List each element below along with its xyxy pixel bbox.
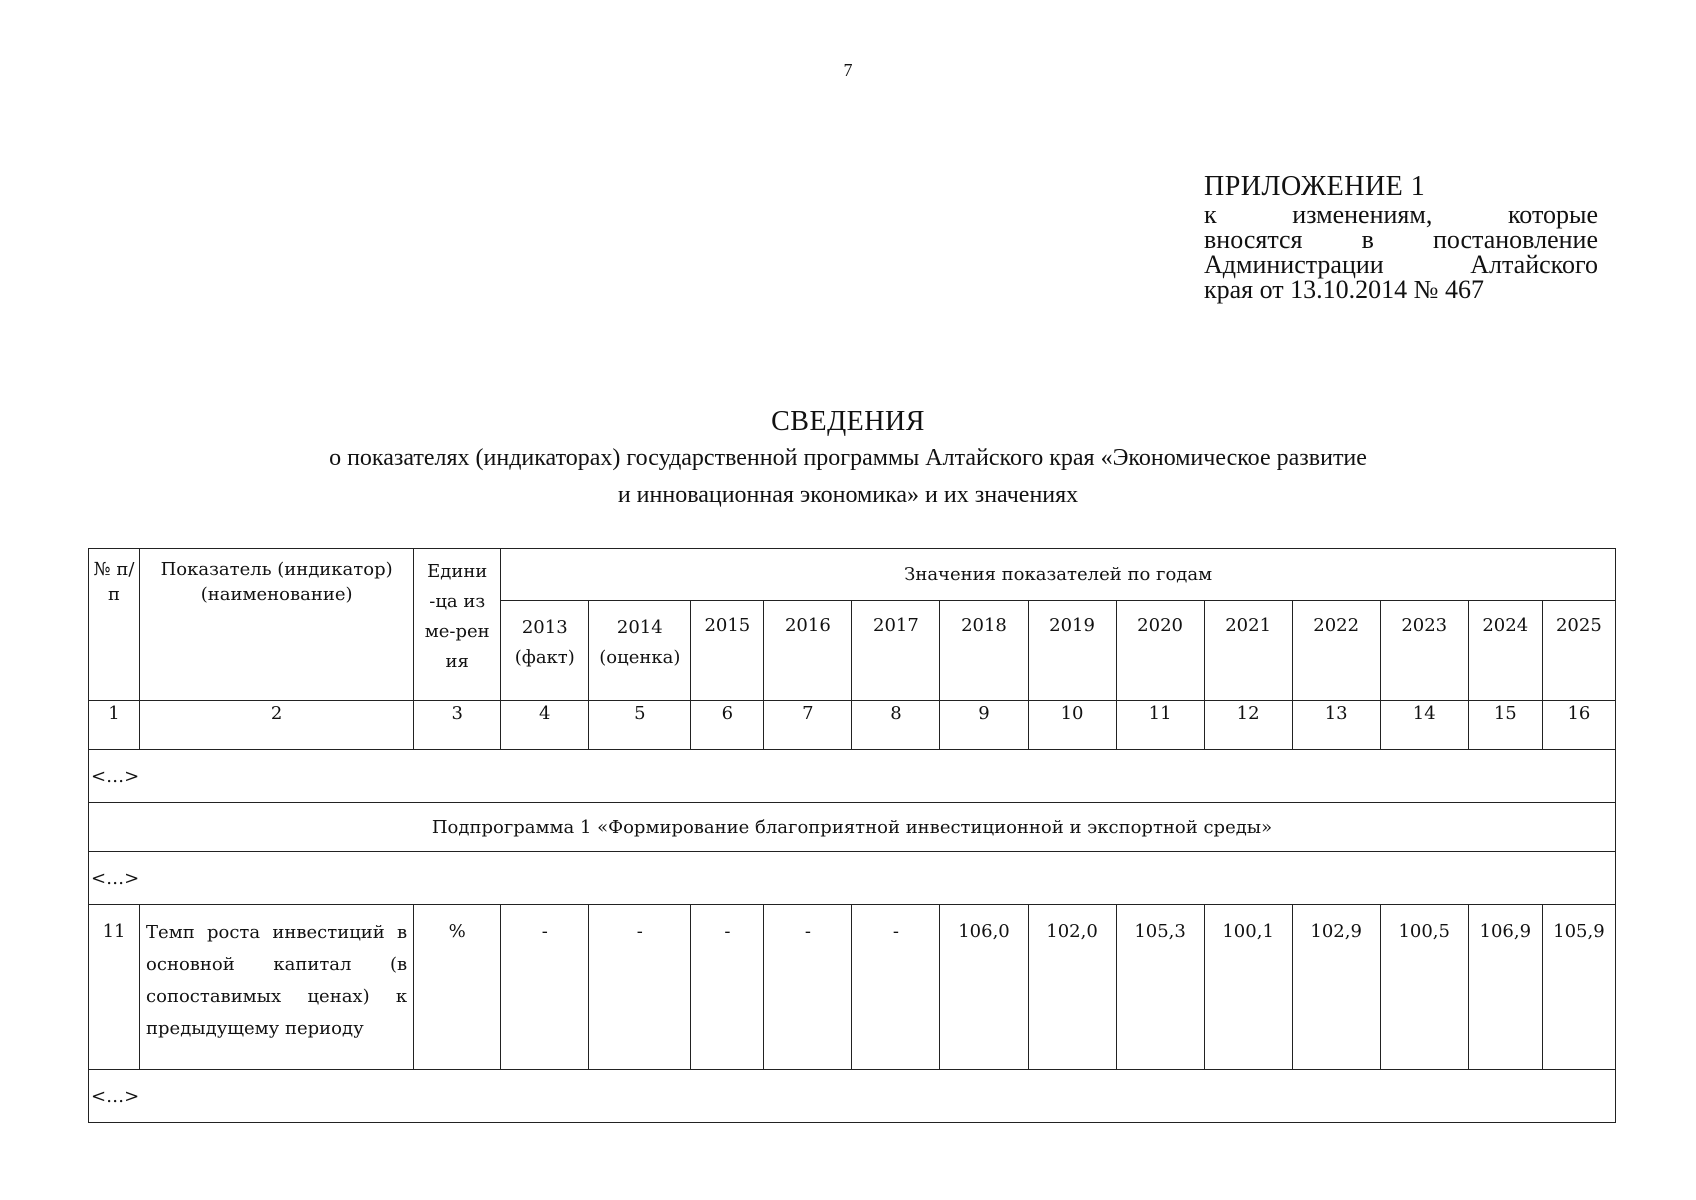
appendix-block [1204,172,1598,302]
appendix-title: ПРИЛОЖЕНИЕ 1 [1204,171,1426,202]
value-cell: 102,0 [1028,905,1116,1070]
column-number: 14 [1380,701,1468,750]
value-cell: 100,5 [1380,905,1468,1070]
column-number: 10 [1028,701,1116,750]
indicator-name: Темп роста инвестиций в основной капитал (в сопоставимых ценах) к предыдущему периоду [140,905,414,1070]
appendix-line: края от 13.10.2014 № 467 [1204,275,1484,304]
value-cell: 106,9 [1468,905,1542,1070]
ellipsis-row [89,750,1616,803]
column-number: 3 [414,701,501,750]
column-number: 2 [140,701,414,750]
document-subtitle: о показателях (индикаторах) государственной программы Алтайского края «Экономическое развитие [329,445,1367,471]
value-cell: - [764,905,852,1070]
header-year: 2020 [1116,601,1204,701]
header-num: № п/п [89,549,140,701]
header-indicator: Показатель (индикатор) (наименование) [140,549,414,701]
header-year: 2024 [1468,601,1542,701]
value-cell: 105,3 [1116,905,1204,1070]
value-cell: 105,9 [1542,905,1615,1070]
header-values-by-year: Значения показателей по годам [501,549,1616,601]
ellipsis-row [89,852,1616,905]
ellipsis-marker: <…> [89,1070,1616,1123]
document-title: СВЕДЕНИЯ [771,406,925,437]
appendix-line: Администрации Алтайского [1204,250,1598,279]
column-number: 6 [691,701,764,750]
document-subtitle: и инновационная экономика» и их значениях [617,482,1079,508]
header-year: 2025 [1542,601,1615,701]
value-cell: - [589,905,691,1070]
subprogram-title: Подпрограмма 1 «Формирование благоприятной инвестиционной и экспортной среды» [89,803,1616,852]
value-cell: 106,0 [940,905,1028,1070]
subprogram-row [89,803,1616,852]
header-year: 2017 [852,601,940,701]
value-cell: 102,9 [1292,905,1380,1070]
ellipsis-marker: <…> [89,852,1616,905]
appendix-line: вносятся в постановление [1204,225,1598,254]
header-row [89,549,1616,601]
column-number: 11 [1116,701,1204,750]
header-year: 2022 [1292,601,1380,701]
column-number: 13 [1292,701,1380,750]
column-number: 1 [89,701,140,750]
header-year: 2016 [764,601,852,701]
column-number: 15 [1468,701,1542,750]
column-number: 4 [501,701,589,750]
value-cell: - [501,905,589,1070]
row-number: 11 [89,905,140,1070]
value-cell: - [852,905,940,1070]
value-cell: - [691,905,764,1070]
appendix-line: к изменениям, которые [1204,200,1598,229]
value-cell: 100,1 [1204,905,1292,1070]
column-numbers-row [89,701,1616,750]
unit-cell: % [414,905,501,1070]
column-number: 7 [764,701,852,750]
ellipsis-marker: <…> [89,750,1616,803]
column-number: 16 [1542,701,1615,750]
column-number: 8 [852,701,940,750]
indicators-table [88,548,1616,1123]
table-row [89,905,1616,1070]
header-year: 2014 (оценка) [589,601,691,701]
column-number: 9 [940,701,1028,750]
header-year: 2015 [691,601,764,701]
header-year: 2023 [1380,601,1468,701]
page-number: 7 [843,60,853,80]
column-number: 5 [589,701,691,750]
ellipsis-row [89,1070,1616,1123]
header-year: 2021 [1204,601,1292,701]
header-year: 2018 [940,601,1028,701]
header-unit: Едини-ца изме-рения [414,549,501,701]
header-year: 2019 [1028,601,1116,701]
column-number: 12 [1204,701,1292,750]
header-year: 2013 (факт) [501,601,589,701]
